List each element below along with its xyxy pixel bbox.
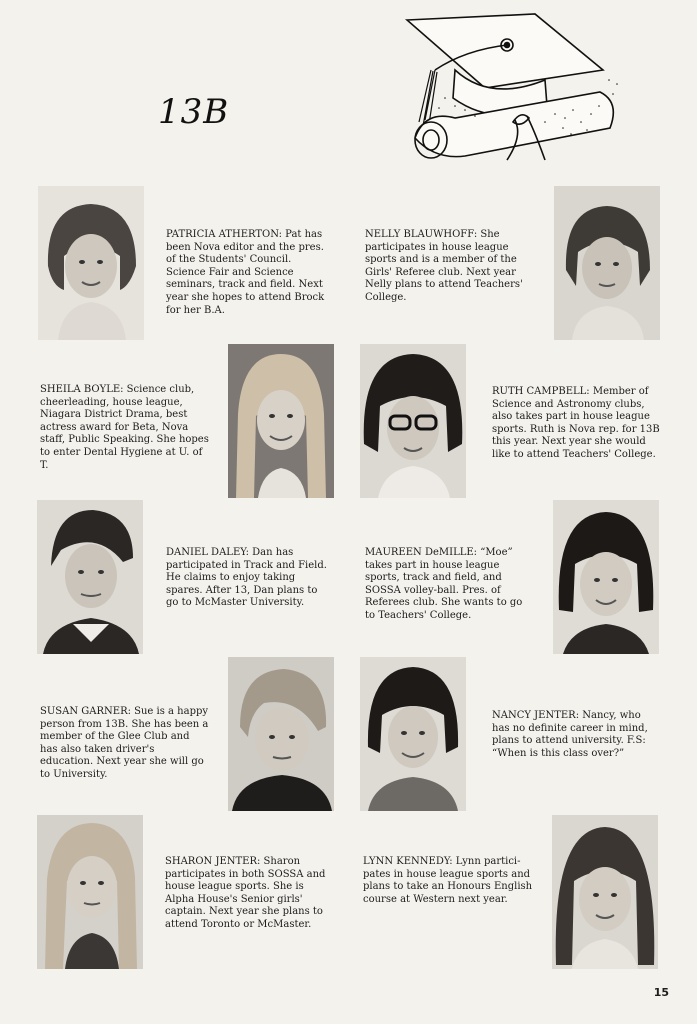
student-bio: MAUREEN DeMILLE: “Moe” takes part in house league sports, track and field, and SOSSA volley-ball. Pres. of Referees club. She wants to go to Teachers' College. (365, 547, 523, 621)
student-bio: SHARON JENTER: Sharon participates in both SOSSA and house league sports. She is Alpha House's Senior girls' captain. Next year she plans to attend Toronto or McMaster. (165, 856, 326, 930)
class-label: 13B (158, 92, 230, 132)
portrait-photo (360, 344, 466, 498)
portrait-photo (37, 815, 143, 969)
portrait-photo (228, 657, 334, 811)
graduation-cap-diploma-illustration (395, 10, 625, 170)
portrait-photo-6 (553, 500, 659, 654)
portrait-photo-8 (360, 657, 466, 811)
portrait-photo (37, 500, 143, 654)
portrait-photo (553, 500, 659, 654)
portrait-photo-5 (37, 500, 143, 654)
student-bio: DANIEL DALEY: Dan has participated in Track and Field. He claims to enjoy taking spares. After 13, Dan plans to go to McMaster University. (166, 547, 327, 609)
portrait-photo-10 (552, 815, 658, 969)
student-bio: NANCY JENTER: Nancy, who has no definite career in mind, plans to attend university. F.S: “When is this class over?” (492, 710, 648, 759)
portrait-photo (554, 186, 660, 340)
portrait-photo (552, 815, 658, 969)
student-bio: LYNN KENNEDY: Lynn partici-pates in house league sports and plans to take an Honours English course at Western next year. (363, 856, 533, 905)
portrait-photo (38, 186, 144, 340)
page-number: 15 (653, 986, 669, 999)
student-bio: SHEILA BOYLE: Science club, cheerleading, house league, Niagara District Drama, best actress award for Beta, Nova staff, Public Speaking. She hopes to enter Dental Hygiene at U. of T. (40, 384, 209, 471)
portrait-photo-3 (228, 344, 334, 498)
portrait-photo (228, 344, 334, 498)
portrait-photo-9 (37, 815, 143, 969)
portrait-photo-7 (228, 657, 334, 811)
portrait-photo-1 (38, 186, 144, 340)
portrait-photo (360, 657, 466, 811)
student-bio: SUSAN GARNER: Sue is a happy person from 13B. She has been a member of the Glee Club and has also taken driver's education. Next year she will go to University. (40, 706, 209, 780)
student-bio: PATRICIA ATHERTON: Pat has been Nova editor and the pres. of the Students' Council. Science Fair and Science seminars, track and field. Next year she hopes to attend Brock for her B.A. (166, 229, 325, 316)
portrait-photo-2 (554, 186, 660, 340)
portrait-photo-4 (360, 344, 466, 498)
student-bio: NELLY BLAUWHOFF: She participates in house league sports and is a member of the Girls' Referee club. Next year Nelly plans to attend Teachers' College. (365, 229, 523, 303)
student-bio: RUTH CAMPBELL: Member of Science and Astronomy clubs, also takes part in house league sports. Ruth is Nova rep. for 13B this year. Next year she would like to attend Teachers' College. (492, 386, 660, 460)
